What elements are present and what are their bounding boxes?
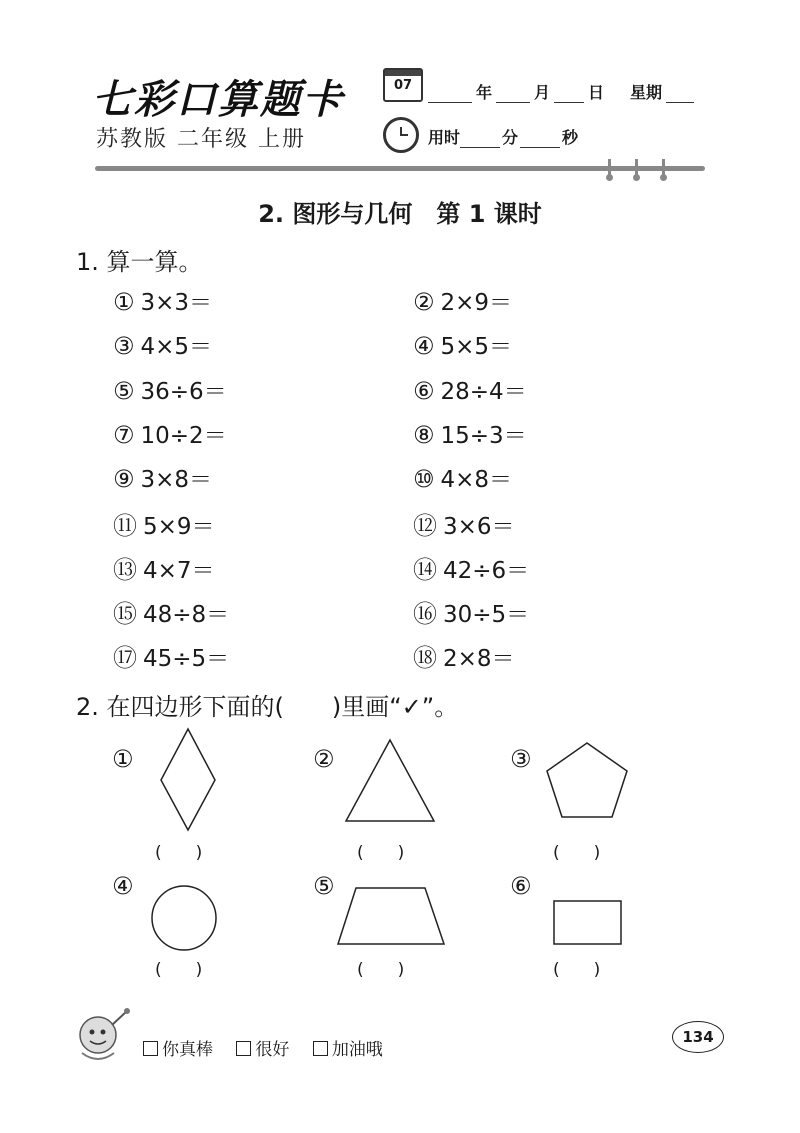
time-used-label: 用时 (428, 128, 461, 147)
problem-number: ⑱ (413, 644, 437, 673)
problem-expression: 30÷5＝ (443, 602, 530, 629)
problem-number: ③ (113, 332, 135, 361)
problem-number: ② (413, 288, 435, 316)
problem-expression: 4×8＝ (440, 467, 513, 494)
answer-parentheses[interactable]: ( ) (357, 960, 405, 980)
pentagon-shape (547, 743, 627, 817)
problem-expression: 45÷5＝ (143, 646, 230, 673)
problem-number: ① (113, 288, 135, 316)
brand-title: 七彩口算题卡 (92, 76, 344, 123)
problem-number: ⑪ (113, 511, 137, 540)
checkbox-icon[interactable] (313, 1041, 328, 1056)
shape-number: ⑤ (313, 872, 335, 900)
trapezoid-shape (338, 888, 444, 944)
mascot-illustration (72, 1005, 134, 1067)
problem-number: ⑧ (413, 420, 435, 449)
day-label: 日 (588, 83, 605, 102)
rating-great[interactable]: 你真棒 (143, 1040, 213, 1060)
problem-number: ⑰ (113, 644, 137, 673)
circle-shape (152, 886, 216, 950)
problem-expression: 36÷6＝ (140, 378, 227, 405)
rating-good[interactable]: 很好 (236, 1040, 289, 1060)
problem-expression: 28÷4＝ (440, 378, 527, 405)
problem-expression: 3×8＝ (140, 467, 213, 494)
triangle-shape (346, 740, 434, 821)
rating-options (143, 1035, 401, 1060)
answer-parentheses[interactable]: ( ) (553, 960, 601, 980)
year-label: 年 (476, 83, 493, 102)
edition-label: 苏教版 二年级 上册 (96, 127, 306, 152)
problem-number: ⑮ (113, 600, 137, 629)
problem-expression: 2×8＝ (443, 646, 515, 673)
problem-expression: 4×7＝ (143, 557, 215, 584)
problem-number: ⑥ (413, 376, 435, 405)
shape-number: ① (112, 745, 134, 773)
rhombus-shape (161, 729, 215, 830)
problem-expression: 4×5＝ (140, 334, 213, 361)
problem-number: ⑯ (413, 600, 437, 629)
problem-number: ⑦ (113, 420, 135, 449)
section2-title: 2. 在四边形下面的( )里画“✓”。 (76, 693, 459, 721)
checkbox-icon[interactable] (143, 1041, 158, 1056)
problem-expression: 5×9＝ (143, 513, 215, 540)
seconds-label: 秒 (562, 128, 579, 147)
problem-number: ⑬ (113, 555, 137, 584)
problem-expression: 10÷2＝ (140, 422, 227, 449)
shape-number: ④ (112, 872, 134, 900)
answer-parentheses[interactable]: ( ) (155, 843, 203, 863)
page-number: 134 (672, 1021, 724, 1053)
problem-number: ⑩ (413, 465, 435, 494)
rating-keep-going[interactable]: 加油哦 (313, 1040, 383, 1060)
shape-number: ② (313, 745, 335, 773)
section1-title: 1. 算一算。 (76, 248, 203, 276)
checkbox-icon[interactable] (236, 1041, 251, 1056)
problem-expression: 42÷6＝ (443, 557, 530, 584)
problem-number: ⑫ (413, 511, 437, 540)
calendar-day: 07 (393, 78, 413, 93)
problem-expression: 5×5＝ (440, 334, 513, 361)
problem-number: ④ (413, 332, 435, 361)
problem-expression: 2×9＝ (440, 290, 513, 316)
problem-expression: 3×3＝ (140, 290, 213, 316)
lesson-title: 2. 图形与几何 第 1 课时 (258, 200, 542, 228)
rectangle-shape (554, 901, 621, 944)
minutes-label: 分 (502, 128, 519, 147)
answer-parentheses[interactable]: ( ) (155, 960, 203, 980)
problem-number: ⑨ (113, 465, 135, 494)
problem-expression: 15÷3＝ (440, 422, 527, 449)
problem-number: ⑤ (113, 376, 135, 405)
shape-number: ③ (510, 745, 532, 773)
answer-parentheses[interactable]: ( ) (553, 843, 601, 863)
problem-expression: 3×6＝ (443, 513, 515, 540)
problem-expression: 48÷8＝ (143, 602, 230, 629)
shape-number: ⑥ (510, 872, 532, 900)
weekday-label: 星期 (630, 83, 663, 102)
problem-number: ⑭ (413, 555, 437, 584)
month-label: 月 (534, 83, 551, 102)
answer-parentheses[interactable]: ( ) (357, 843, 405, 863)
